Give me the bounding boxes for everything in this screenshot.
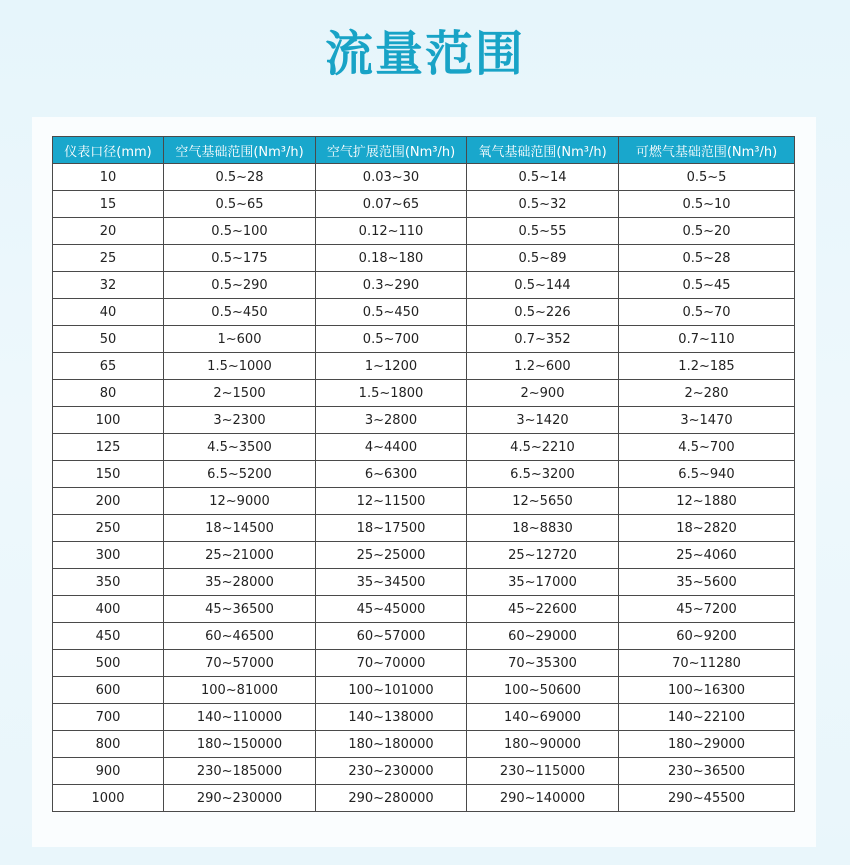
cell-air-basic: 35~28000 (164, 569, 316, 596)
cell-air-basic: 45~36500 (164, 596, 316, 623)
cell-air-basic: 230~185000 (164, 758, 316, 785)
cell-air-extended: 180~180000 (316, 731, 467, 758)
cell-combustible-basic: 3~1470 (619, 407, 795, 434)
cell-diameter: 200 (53, 488, 164, 515)
table-body (53, 164, 795, 812)
cell-air-extended: 230~230000 (316, 758, 467, 785)
cell-air-basic: 100~81000 (164, 677, 316, 704)
cell-air-extended: 0.3~290 (316, 272, 467, 299)
table-row (53, 596, 795, 623)
cell-air-basic: 6.5~5200 (164, 461, 316, 488)
cell-combustible-basic: 6.5~940 (619, 461, 795, 488)
cell-diameter: 1000 (53, 785, 164, 812)
cell-diameter: 700 (53, 704, 164, 731)
cell-air-extended: 0.12~110 (316, 218, 467, 245)
cell-diameter: 800 (53, 731, 164, 758)
cell-air-extended: 290~280000 (316, 785, 467, 812)
cell-combustible-basic: 4.5~700 (619, 434, 795, 461)
cell-diameter: 25 (53, 245, 164, 272)
cell-diameter: 100 (53, 407, 164, 434)
table-row (53, 164, 795, 191)
cell-diameter: 20 (53, 218, 164, 245)
table-row (53, 623, 795, 650)
cell-combustible-basic: 0.5~45 (619, 272, 795, 299)
cell-diameter: 500 (53, 650, 164, 677)
cell-air-extended: 0.5~450 (316, 299, 467, 326)
cell-oxygen-basic: 0.5~55 (467, 218, 619, 245)
cell-combustible-basic: 25~4060 (619, 542, 795, 569)
cell-air-extended: 45~45000 (316, 596, 467, 623)
table-row (53, 191, 795, 218)
cell-combustible-basic: 100~16300 (619, 677, 795, 704)
cell-combustible-basic: 0.7~110 (619, 326, 795, 353)
cell-air-basic: 1.5~1000 (164, 353, 316, 380)
cell-diameter: 40 (53, 299, 164, 326)
cell-air-extended: 3~2800 (316, 407, 467, 434)
cell-oxygen-basic: 70~35300 (467, 650, 619, 677)
cell-air-extended: 0.07~65 (316, 191, 467, 218)
cell-air-extended: 35~34500 (316, 569, 467, 596)
table-row (53, 245, 795, 272)
cell-oxygen-basic: 0.7~352 (467, 326, 619, 353)
cell-air-basic: 60~46500 (164, 623, 316, 650)
cell-combustible-basic: 230~36500 (619, 758, 795, 785)
cell-combustible-basic: 180~29000 (619, 731, 795, 758)
cell-air-basic: 18~14500 (164, 515, 316, 542)
table-row (53, 704, 795, 731)
cell-air-basic: 25~21000 (164, 542, 316, 569)
table-row (53, 488, 795, 515)
cell-air-basic: 0.5~175 (164, 245, 316, 272)
cell-combustible-basic: 0.5~70 (619, 299, 795, 326)
cell-diameter: 125 (53, 434, 164, 461)
cell-air-basic: 70~57000 (164, 650, 316, 677)
table-row (53, 326, 795, 353)
table-row (53, 299, 795, 326)
cell-air-extended: 1.5~1800 (316, 380, 467, 407)
cell-air-extended: 100~101000 (316, 677, 467, 704)
table-row (53, 434, 795, 461)
cell-air-extended: 12~11500 (316, 488, 467, 515)
cell-oxygen-basic: 0.5~32 (467, 191, 619, 218)
cell-air-basic: 12~9000 (164, 488, 316, 515)
cell-diameter: 400 (53, 596, 164, 623)
cell-air-basic: 0.5~450 (164, 299, 316, 326)
table-row (53, 353, 795, 380)
cell-air-basic: 2~1500 (164, 380, 316, 407)
page-title: 流量范围 (324, 26, 525, 82)
cell-combustible-basic: 70~11280 (619, 650, 795, 677)
cell-air-basic: 0.5~100 (164, 218, 316, 245)
cell-air-extended: 25~25000 (316, 542, 467, 569)
cell-oxygen-basic: 18~8830 (467, 515, 619, 542)
cell-oxygen-basic: 1.2~600 (467, 353, 619, 380)
cell-oxygen-basic: 60~29000 (467, 623, 619, 650)
cell-combustible-basic: 0.5~5 (619, 164, 795, 191)
table-row (53, 785, 795, 812)
cell-combustible-basic: 12~1880 (619, 488, 795, 515)
cell-oxygen-basic: 230~115000 (467, 758, 619, 785)
cell-air-extended: 60~57000 (316, 623, 467, 650)
cell-combustible-basic: 290~45500 (619, 785, 795, 812)
table-row (53, 677, 795, 704)
cell-air-basic: 0.5~28 (164, 164, 316, 191)
table-row (53, 758, 795, 785)
cell-air-basic: 3~2300 (164, 407, 316, 434)
header-oxygen-basic-range: 氧气基础范围(Nm³/h) (467, 137, 619, 164)
table-row (53, 218, 795, 245)
cell-oxygen-basic: 45~22600 (467, 596, 619, 623)
cell-air-basic: 1~600 (164, 326, 316, 353)
cell-oxygen-basic: 290~140000 (467, 785, 619, 812)
cell-air-extended: 6~6300 (316, 461, 467, 488)
cell-air-extended: 70~70000 (316, 650, 467, 677)
cell-combustible-basic: 0.5~28 (619, 245, 795, 272)
table-row (53, 650, 795, 677)
cell-oxygen-basic: 6.5~3200 (467, 461, 619, 488)
cell-oxygen-basic: 100~50600 (467, 677, 619, 704)
header-meter-diameter: 仪表口径(mm) (53, 137, 164, 164)
table-header-row (53, 137, 795, 164)
cell-air-basic: 140~110000 (164, 704, 316, 731)
cell-diameter: 32 (53, 272, 164, 299)
cell-diameter: 50 (53, 326, 164, 353)
cell-combustible-basic: 0.5~20 (619, 218, 795, 245)
cell-oxygen-basic: 0.5~144 (467, 272, 619, 299)
cell-oxygen-basic: 0.5~226 (467, 299, 619, 326)
cell-air-extended: 140~138000 (316, 704, 467, 731)
cell-diameter: 900 (53, 758, 164, 785)
cell-air-basic: 0.5~290 (164, 272, 316, 299)
table-row (53, 569, 795, 596)
cell-oxygen-basic: 12~5650 (467, 488, 619, 515)
table-row (53, 407, 795, 434)
cell-air-basic: 4.5~3500 (164, 434, 316, 461)
cell-air-basic: 290~230000 (164, 785, 316, 812)
cell-diameter: 15 (53, 191, 164, 218)
header-combustible-gas-basic-range: 可燃气基础范围(Nm³/h) (619, 137, 795, 164)
cell-oxygen-basic: 4.5~2210 (467, 434, 619, 461)
header-air-extended-range: 空气扩展范围(Nm³/h) (316, 137, 467, 164)
cell-diameter: 250 (53, 515, 164, 542)
cell-diameter: 65 (53, 353, 164, 380)
cell-oxygen-basic: 0.5~89 (467, 245, 619, 272)
table-row (53, 380, 795, 407)
cell-oxygen-basic: 0.5~14 (467, 164, 619, 191)
cell-oxygen-basic: 180~90000 (467, 731, 619, 758)
cell-oxygen-basic: 3~1420 (467, 407, 619, 434)
cell-combustible-basic: 2~280 (619, 380, 795, 407)
cell-air-extended: 0.03~30 (316, 164, 467, 191)
cell-combustible-basic: 0.5~10 (619, 191, 795, 218)
table-row (53, 542, 795, 569)
cell-combustible-basic: 35~5600 (619, 569, 795, 596)
cell-air-extended: 4~4400 (316, 434, 467, 461)
cell-diameter: 10 (53, 164, 164, 191)
table-row (53, 731, 795, 758)
cell-diameter: 350 (53, 569, 164, 596)
cell-air-extended: 1~1200 (316, 353, 467, 380)
cell-oxygen-basic: 140~69000 (467, 704, 619, 731)
header-air-basic-range: 空气基础范围(Nm³/h) (164, 137, 316, 164)
cell-combustible-basic: 18~2820 (619, 515, 795, 542)
cell-oxygen-basic: 2~900 (467, 380, 619, 407)
cell-air-extended: 0.5~700 (316, 326, 467, 353)
cell-oxygen-basic: 25~12720 (467, 542, 619, 569)
cell-air-extended: 18~17500 (316, 515, 467, 542)
cell-air-basic: 180~150000 (164, 731, 316, 758)
table-row (53, 461, 795, 488)
cell-diameter: 300 (53, 542, 164, 569)
flow-range-table (52, 136, 795, 812)
cell-combustible-basic: 1.2~185 (619, 353, 795, 380)
cell-combustible-basic: 60~9200 (619, 623, 795, 650)
cell-combustible-basic: 45~7200 (619, 596, 795, 623)
cell-diameter: 80 (53, 380, 164, 407)
table-row (53, 272, 795, 299)
table-row (53, 515, 795, 542)
cell-oxygen-basic: 35~17000 (467, 569, 619, 596)
cell-combustible-basic: 140~22100 (619, 704, 795, 731)
cell-diameter: 600 (53, 677, 164, 704)
cell-diameter: 150 (53, 461, 164, 488)
cell-diameter: 450 (53, 623, 164, 650)
cell-air-extended: 0.18~180 (316, 245, 467, 272)
cell-air-basic: 0.5~65 (164, 191, 316, 218)
